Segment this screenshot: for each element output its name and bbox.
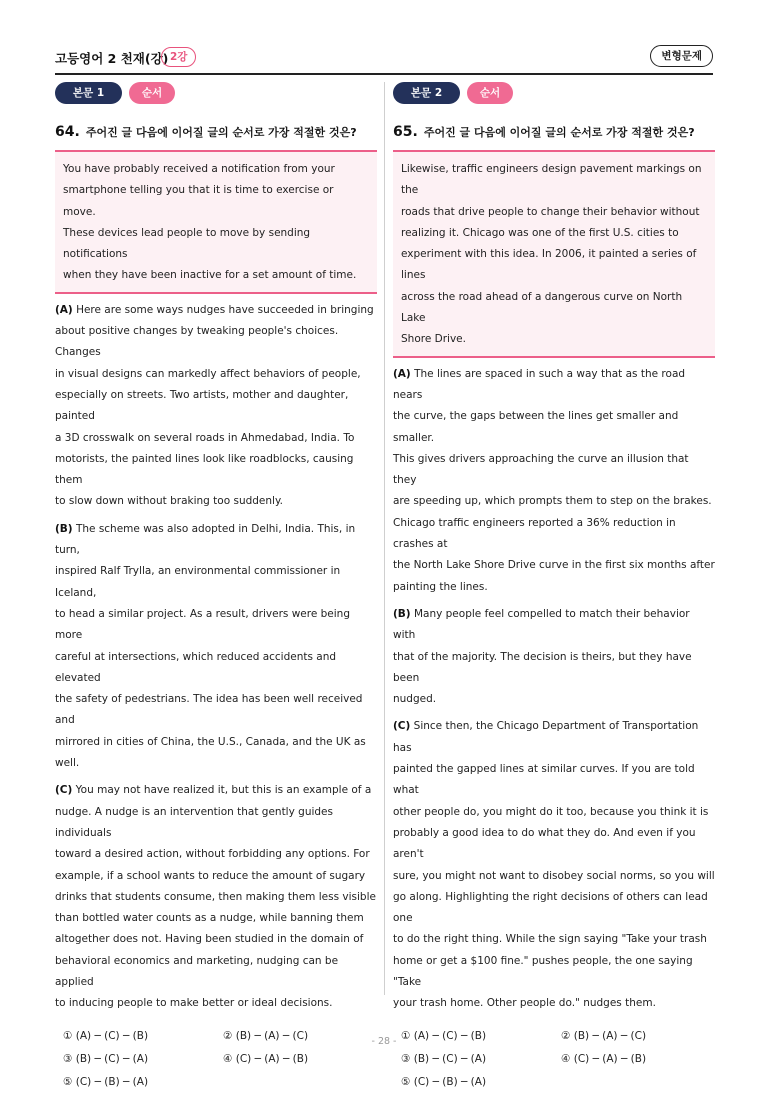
- header-rule: [55, 73, 713, 75]
- paragraph-label: (C): [55, 784, 73, 797]
- paragraph-b: (B) The scheme was also adopted in Delhi, India. This, in turn, inspired Ralf Trylla, an environmental commissioner in Iceland, to head a similar project. As a result, drivers were being more careful at intersections, which reduced accidents and elevated the safety of pedestrians. The idea has been well received and mirrored in cities of China, the U.S., Canada, and the UK as well.: [55, 522, 366, 770]
- passage-line: You have probably received a notification from your: [63, 163, 335, 175]
- paragraph-label: (C): [393, 720, 411, 733]
- paragraph-c: (C) Since then, the Chicago Department of Transportation has painted the gapped lines at similar curves. If you are told what other people do, you might do it too, because you think it is probably a good idea to do what they do. And even if you aren't sure, you might not want to disobey social norms, so you will go along. Highlighting the right decisions of others can lead one to do the right thing. While the sign saying "Take your trash home or get a $100 fine." pushes people, the one saying "Take your trash home. Other people do." nudges them.: [393, 720, 715, 1010]
- answer-option-1[interactable]: ① (A) ─ (C) ─ (B): [401, 1029, 487, 1042]
- passage-line: realizing it. Chicago was one of the first U.S. cities to: [401, 226, 679, 239]
- given-passage-box: [393, 150, 715, 358]
- paragraph-a: (A) Here are some ways nudges have succeeded in bringing about positive changes by tweaking people's choices. Changes in visual designs can markedly affect behaviors of people, especially on streets. Two artists, mother and daughter, painted a 3D crosswalk on several roads in Ahmedabad, India. To motorists, the painted lines look like roadblocks, causing them to slow down without braking too suddenly.: [55, 303, 374, 508]
- paragraph-b: (B) Many people feel compelled to match their behavior with that of the majority. The decision is theirs, but they have been nudged.: [393, 607, 692, 706]
- question-text: 주어진 글 다음에 이어질 글의 순서로 가장 적절한 것은?: [423, 126, 695, 139]
- answer-option-3[interactable]: ③ (B) ─ (C) ─ (A): [63, 1052, 149, 1065]
- question-64-tags: [55, 82, 377, 104]
- answer-option-2[interactable]: ② (B) ─ (A) ─ (C): [561, 1029, 647, 1042]
- question-65-column: [393, 82, 715, 1094]
- column-divider: [384, 82, 385, 995]
- lesson-badge: 2강: [161, 47, 196, 67]
- answer-option-2[interactable]: ② (B) ─ (A) ─ (C): [223, 1029, 309, 1042]
- paragraph-label: (A): [55, 303, 73, 316]
- question-65-tags: [393, 82, 715, 104]
- answer-option-5[interactable]: ⑤ (C) ─ (B) ─ (A): [401, 1075, 487, 1088]
- passage-line: when they have been inactive for a set amount of time.: [63, 269, 357, 282]
- answer-option-3[interactable]: ③ (B) ─ (C) ─ (A): [401, 1052, 487, 1065]
- passage-line: smartphone telling you that it is time to exercise or move.: [63, 184, 334, 218]
- passage-line: roads that drive people to change their behavior without: [401, 205, 700, 218]
- passage-line: Likewise, traffic engineers design pavement markings on the: [401, 163, 702, 197]
- paragraph-label: (A): [393, 367, 411, 380]
- question-65-prompt: [393, 123, 715, 141]
- paragraph-a: (A) The lines are spaced in such a way that as the road nears the curve, the gaps between the lines get smaller and smaller. This gives drivers approaching the curve an illusion that they are speeding up, which prompts them to step on the brakes. Chicago traffic engineers reported a 36% reduction in crashes at the North Lake Shore Drive curve in the first six months after painting the lines.: [393, 367, 715, 593]
- answer-option-4[interactable]: ④ (C) ─ (A) ─ (B): [223, 1052, 309, 1065]
- paragraph-label: (B): [393, 607, 411, 620]
- passage-line: Shore Drive.: [401, 333, 466, 346]
- category-tag: 순서: [129, 82, 175, 104]
- answer-option-5[interactable]: ⑤ (C) ─ (B) ─ (A): [63, 1075, 149, 1088]
- page-number: - 28 -: [371, 1036, 397, 1047]
- question-number: 65.: [393, 124, 418, 140]
- paragraph-c: (C) You may not have realized it, but this is an example of a nudge. A nudge is an intervention that gently guides individuals toward a desired action, without forbidding any options. For example, if a school wants to reduce the amount of sugary drinks that students consume, then making them less visible than bottled water counts as a nudge, while banning them altogether does not. Having been studied in the domain of behavioral economics and marketing, nudging can be applied to inducing people to make better or ideal decisions.: [55, 784, 376, 1010]
- page-header: [55, 45, 713, 73]
- category-tag: 순서: [467, 82, 513, 104]
- question-64-prompt: [55, 123, 377, 141]
- question-text: 주어진 글 다음에 이어질 글의 순서로 가장 적절한 것은?: [85, 126, 357, 139]
- answer-options: [393, 1025, 715, 1094]
- passage-line: across the road ahead of a dangerous curve on North Lake: [401, 290, 683, 325]
- answer-options: [55, 1025, 377, 1094]
- answer-option-1[interactable]: ① (A) ─ (C) ─ (B): [63, 1029, 149, 1042]
- answer-option-4[interactable]: ④ (C) ─ (A) ─ (B): [561, 1052, 647, 1065]
- question-64-column: [55, 82, 377, 1094]
- passage-line: These devices lead people to move by sending notifications: [63, 226, 311, 261]
- given-passage-box: [55, 150, 377, 294]
- book-title: 고등영어 2 천재(강): [55, 51, 169, 66]
- passage-tag: 본문 1: [55, 82, 122, 104]
- question-type-badge: 변형문제: [650, 45, 713, 67]
- question-number: 64.: [55, 124, 80, 140]
- passage-tag: 본문 2: [393, 82, 460, 104]
- passage-line: experiment with this idea. In 2006, it painted a series of lines: [401, 248, 697, 282]
- paragraph-label: (B): [55, 522, 73, 535]
